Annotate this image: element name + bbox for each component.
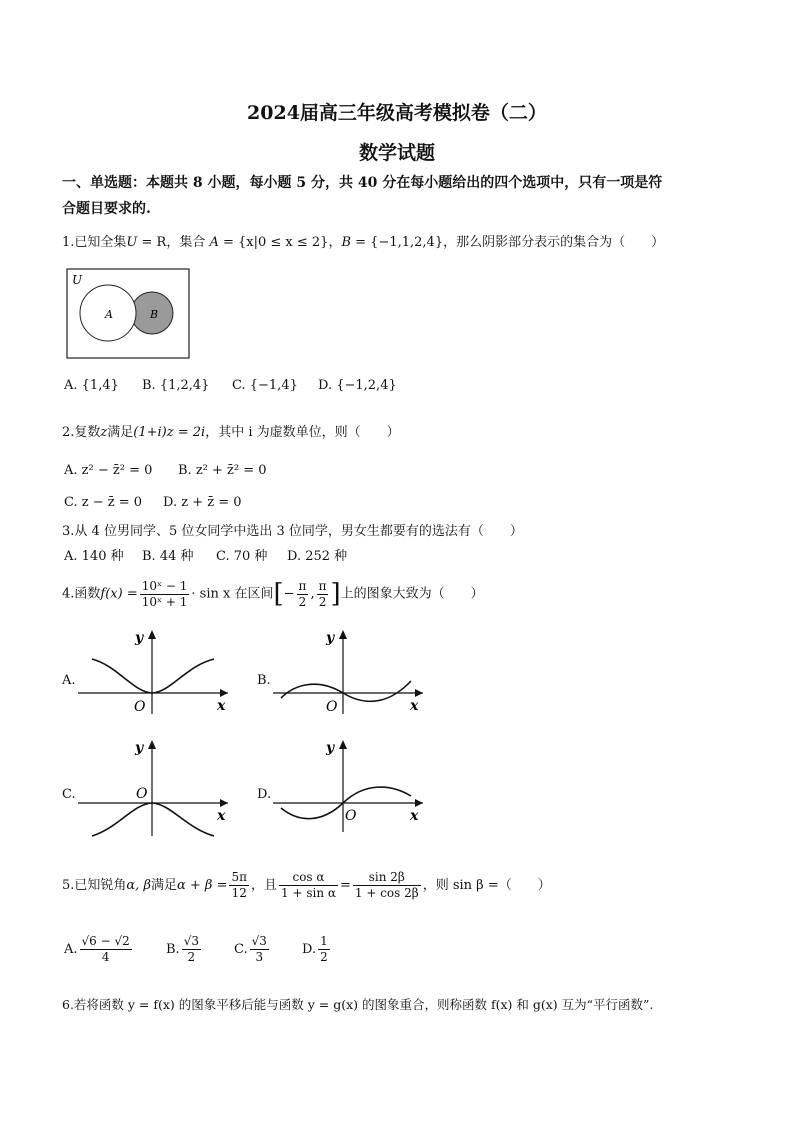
q5-f2-den: 1 + sin α — [281, 886, 336, 900]
q4-int-minus: − — [283, 586, 295, 602]
q4-a-y-label: y — [135, 630, 144, 646]
q4-graph-a-label[interactable]: A. — [62, 673, 76, 688]
q4-graph-b-label[interactable]: B. — [257, 673, 271, 688]
q1-text-e: = {x|0 ≤ x ≤ 2}， — [218, 235, 342, 250]
q5-option-c[interactable] — [234, 930, 271, 970]
q4-b-origin: O — [326, 699, 338, 715]
q4-text-a: 4.函数 — [62, 586, 101, 602]
q4-graph-c-label[interactable]: C. — [62, 787, 76, 802]
q3-option-a[interactable]: A. 140 种 — [64, 549, 124, 564]
q4-d-y-label: y — [326, 740, 335, 756]
q4-graph-b[interactable] — [273, 626, 433, 716]
q3-option-b[interactable]: B. 44 种 — [142, 549, 194, 564]
q4-text-d: 上的图象大致为（ ） — [340, 586, 484, 602]
q5-text-a: 5.已知锐角 — [62, 878, 127, 893]
question-3-stem: 3.从 4 位男同学、5 位女同学中选出 3 位同学，男女生都要有的选法有（ ） — [62, 524, 523, 539]
q4-int-right-two: 2 — [318, 594, 327, 609]
q5-opt-c-num: √3 — [251, 934, 267, 948]
q5-fraction-1 — [229, 870, 249, 901]
q4-c-x-label: x — [217, 808, 226, 824]
venn-label-a: A — [105, 308, 113, 321]
q2-option-b[interactable]: B. z² + z̄² = 0 — [178, 463, 267, 478]
question-5-stem — [62, 866, 551, 906]
q5-f2-num: cos α — [279, 870, 338, 886]
question-6-stem: 6.若将函数 y = f(x) 的图象平移后能与函数 y = g(x) 的图象重合，则称函数 f(x) 和 g(x) 互为“平行函数”. — [62, 997, 654, 1012]
q4-int-right-frac — [317, 579, 329, 610]
q5-opt-a-label: A. — [64, 942, 78, 957]
question-4-stem: 4.函数f(x) = $\frac{\text{10ˣ − 1}}{\text{10ˣ + 1}}$ · sin x 在区间[− $\frac{\pi}{2}$ , $\frac{\pi}{2}$ ]上的图象大致为（ ） — [62, 578, 484, 609]
q5-opt-a-num: √6 − √2 — [81, 934, 130, 948]
q4-fraction-den: 10ˣ + 1 — [141, 594, 188, 609]
q1-text-a: 1.已知全集 — [62, 235, 127, 250]
q4-int-comma: , — [310, 586, 315, 602]
page-title: 2024届高三年级高考模拟卷（二） — [247, 102, 547, 124]
q5-fraction-3 — [353, 870, 421, 901]
q5-f1-num: 5π — [231, 870, 247, 884]
q4-graph-a[interactable] — [78, 626, 238, 716]
q4-text-c: · sin x 在区间 — [191, 586, 274, 602]
q5-option-d[interactable] — [302, 930, 332, 970]
q4-graph-d-label[interactable]: D. — [257, 787, 272, 802]
q1-option-d[interactable]: D. {−1,2,4} — [318, 378, 397, 393]
q4-int-right-pi: π — [318, 578, 327, 593]
section-heading-line1: 一、单选题：本题共 8 小题，每小题 5 分，共 40 分在每小题给出的四个选项中，只有一项是符 — [62, 175, 663, 191]
q1-text-c: = R，集合 — [137, 235, 210, 250]
q1-text-g: = {−1,1,2,4}，那么阴影部分表示的集合为（ ） — [351, 235, 665, 250]
q5-opt-a-frac — [80, 934, 132, 965]
q5-opt-a-den: 4 — [101, 950, 110, 964]
q1-text-d: A — [209, 235, 219, 250]
q3-option-c[interactable]: C. 70 种 — [216, 549, 268, 564]
q5-text-d: α + β = — [176, 878, 228, 893]
q5-option-b[interactable] — [166, 930, 203, 970]
q5-equals: = — [339, 878, 351, 893]
q5-opt-b-label: B. — [166, 942, 180, 957]
q5-f1-den: 12 — [231, 886, 247, 900]
q5-text-b: α, β — [126, 878, 151, 893]
q1-option-c[interactable]: C. {−1,4} — [232, 378, 298, 393]
q2-option-d[interactable]: D. z + z̄ = 0 — [163, 495, 242, 510]
q5-f3-num: sin 2β — [353, 870, 421, 886]
question-1-stem — [62, 231, 664, 250]
q5-opt-d-num: 1 — [320, 934, 328, 948]
page-subtitle: 数学试题 — [358, 142, 435, 164]
q5-opt-c-frac — [250, 934, 269, 965]
q1-text-b: U — [126, 235, 138, 250]
q5-text-f: ，则 sin β =（ ） — [422, 878, 551, 893]
q4-int-left-pi: π — [298, 578, 307, 593]
section-heading — [62, 170, 742, 222]
q5-f3-den: 1 + cos 2β — [354, 886, 419, 900]
q4-d-x-label: x — [410, 808, 419, 824]
q1-option-a[interactable]: A. {1,4} — [64, 378, 119, 393]
q4-a-x-label: x — [217, 698, 226, 714]
q4-d-origin: O — [345, 808, 357, 824]
q5-opt-b-den: 2 — [187, 950, 196, 964]
q2-text-e: ，其中 i 为虚数单位，则（ ） — [205, 425, 400, 440]
q4-fraction — [140, 579, 190, 610]
venn-label-b: B — [150, 308, 159, 321]
q5-text-c: 满足 — [150, 878, 177, 893]
q1-option-b[interactable]: B. {1,2,4} — [142, 378, 210, 393]
q4-graph-d[interactable] — [273, 736, 433, 836]
q5-text-e: ，且 — [251, 878, 278, 893]
q4-b-x-label: x — [410, 698, 419, 714]
q2-text-d: (1+i)z = 2i — [133, 425, 206, 440]
q5-option-a[interactable] — [64, 930, 134, 970]
q5-opt-b-num: √3 — [183, 934, 199, 948]
q4-int-left-two: 2 — [298, 594, 307, 609]
q4-graph-c[interactable] — [78, 736, 238, 841]
section-heading-line2: 合题目要求的. — [62, 201, 151, 217]
q5-opt-d-frac — [318, 934, 330, 965]
q5-opt-b-frac — [182, 934, 201, 965]
q2-text-c: 满足 — [107, 425, 134, 440]
q4-a-origin: O — [134, 699, 146, 715]
q5-opt-c-den: 3 — [255, 950, 264, 964]
venn-label-u: U — [72, 273, 83, 287]
q4-text-b: f(x) = — [100, 586, 138, 602]
q4-int-left-frac — [297, 579, 309, 610]
q2-text-a: 2.复数 — [62, 425, 101, 440]
q5-opt-c-label: C. — [234, 942, 248, 957]
q2-text-b: z — [100, 425, 108, 440]
q4-fraction-num: 10ˣ − 1 — [141, 578, 188, 593]
q1-text-f: B — [341, 235, 352, 250]
q5-fraction-2 — [279, 870, 338, 901]
q2-option-c[interactable]: C. z − z̄ = 0 — [64, 495, 143, 510]
venn-diagram — [66, 268, 190, 360]
q3-option-d[interactable]: D. 252 种 — [287, 549, 348, 564]
q2-option-a[interactable]: A. z² − z̄² = 0 — [64, 463, 153, 478]
q4-b-y-label: y — [326, 630, 335, 646]
q5-opt-d-den: 2 — [320, 950, 328, 964]
question-2-stem — [62, 421, 400, 440]
q4-c-origin: O — [136, 786, 148, 802]
q5-opt-d-label: D. — [302, 942, 317, 957]
q4-c-y-label: y — [135, 740, 144, 756]
